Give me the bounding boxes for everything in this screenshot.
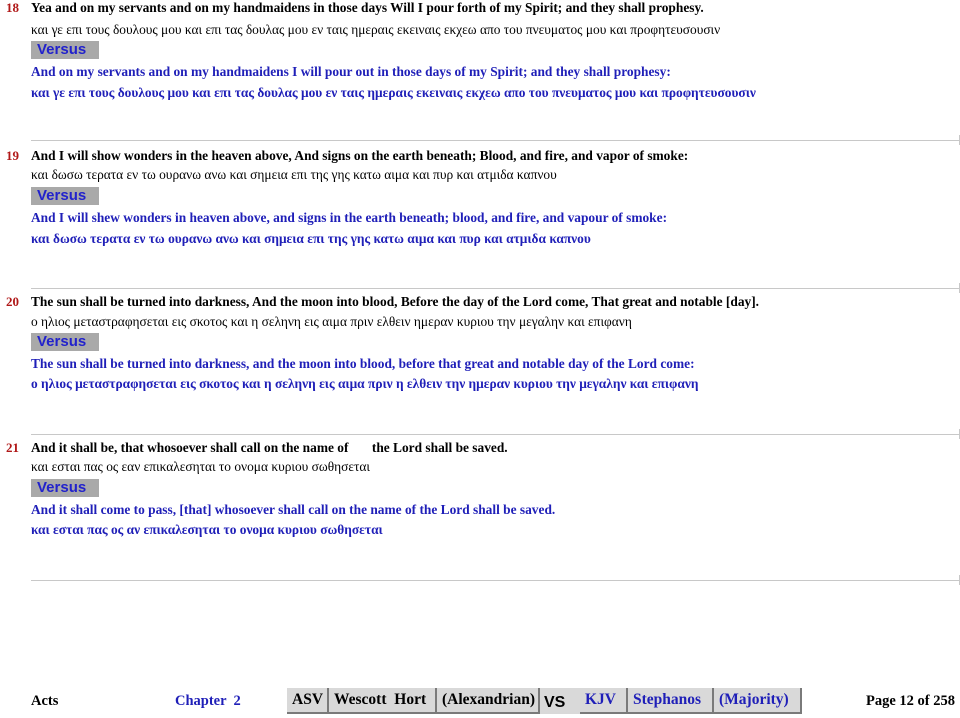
versus-label: Versus [31, 41, 99, 59]
stephanos-greek-text: και γε επι τους δουλους μου και επι τας δουλας μου εν ταις ημεραις εκειναις εκχεω απο του πνευματος μου και προφητευσουσιν [31, 85, 756, 100]
verse-number: 20 [6, 294, 19, 309]
asv-button[interactable]: ASV [287, 688, 329, 714]
verse-number: 18 [6, 0, 19, 15]
alexandrian-button[interactable]: (Alexandrian) [437, 688, 540, 714]
versus-label: Versus [31, 333, 99, 351]
verse-number: 19 [6, 148, 19, 163]
asv-english-text: Yea and on my servants and on my handmaidens in those days Will I pour forth of my Spirit; and they shall prophesy. [31, 0, 704, 15]
stephanos-greek-text: και εσται πας ος αν επικαλεσηται το ονομα κυριου σωθησεται [31, 522, 383, 537]
kjv-english-text: And I will shew wonders in heaven above, and signs in the earth beneath; blood, and fire, and vapour of smoke: [31, 210, 668, 225]
stephanos-greek-text: ο ηλιος μεταστραφησεται εις σκοτος και η σεληνη εις αιμα πριν η ελθειν την ημεραν κυριου την μεγαλην και επιφανη [31, 376, 699, 391]
chapter-link[interactable]: Chapter 2 [175, 693, 241, 709]
versus-label: Versus [31, 479, 99, 497]
wescott-hort-button[interactable]: Wescott Hort [329, 688, 437, 714]
stephanos-button[interactable]: Stephanos [628, 688, 714, 714]
asv-english-text: The sun shall be turned into darkness, And the moon into blood, Before the day of the Lord come, That great and notable [day]. [31, 294, 760, 309]
kjv-english-text: And on my servants and on my handmaidens I will pour out in those days of my Spirit; and they shall prophesy: [31, 64, 671, 79]
asv-english-text: And I will show wonders in the heaven above, And signs on the earth beneath; Blood, and fire, and vapor of smoke: [31, 148, 689, 163]
wh-greek-text: και γε επι τους δουλους μου και επι τας δουλας μου εν ταις ημεραις εκειναις εκχεω απο του πνευματος μου και προφητευσουσιν [31, 22, 721, 37]
stephanos-greek-text: και δωσω τερατα εν τω ουρανω ανω και σημεια επι της γης κατω αιμα και πυρ και ατμιδα καπνου [31, 231, 591, 246]
majority-button[interactable]: (Majority) [714, 688, 802, 714]
wh-greek-text: και δωσω τερατα εν τω ουρανω ανω και σημεια επι της γης κατω αιμα και πυρ και ατμιδα καπνου [31, 167, 557, 182]
page-indicator: Page 12 of 258 [866, 693, 955, 709]
kjv-english-text: And it shall come to pass, [that] whosoever shall call on the name of the Lord shall be saved. [31, 502, 556, 517]
wh-greek-text: ο ηλιος μεταστραφησεται εις σκοτος και η σεληνη εις αιμα πριν ελθειν ημεραν κυριου την μεγαλην και επιφανη [31, 314, 632, 329]
verse-separator [31, 434, 960, 435]
verse-separator [31, 580, 960, 581]
vs-label: VS [540, 688, 580, 714]
verse-number: 21 [6, 440, 19, 455]
wh-greek-text: και εσται πας ος εαν επικαλεσηται το ονομα κυριου σωθησεται [31, 459, 370, 474]
footer-bar [0, 688, 960, 714]
versus-label: Versus [31, 187, 99, 205]
kjv-english-text: The sun shall be turned into darkness, and the moon into blood, before that great and notable day of the Lord come: [31, 356, 695, 371]
verse-separator [31, 140, 960, 141]
kjv-button[interactable]: KJV [580, 688, 628, 714]
book-name: Acts [31, 693, 59, 709]
verse-separator [31, 288, 960, 289]
asv-english-text: And it shall be, that whosoever shall call on the name of the Lord shall be saved. [31, 440, 508, 455]
